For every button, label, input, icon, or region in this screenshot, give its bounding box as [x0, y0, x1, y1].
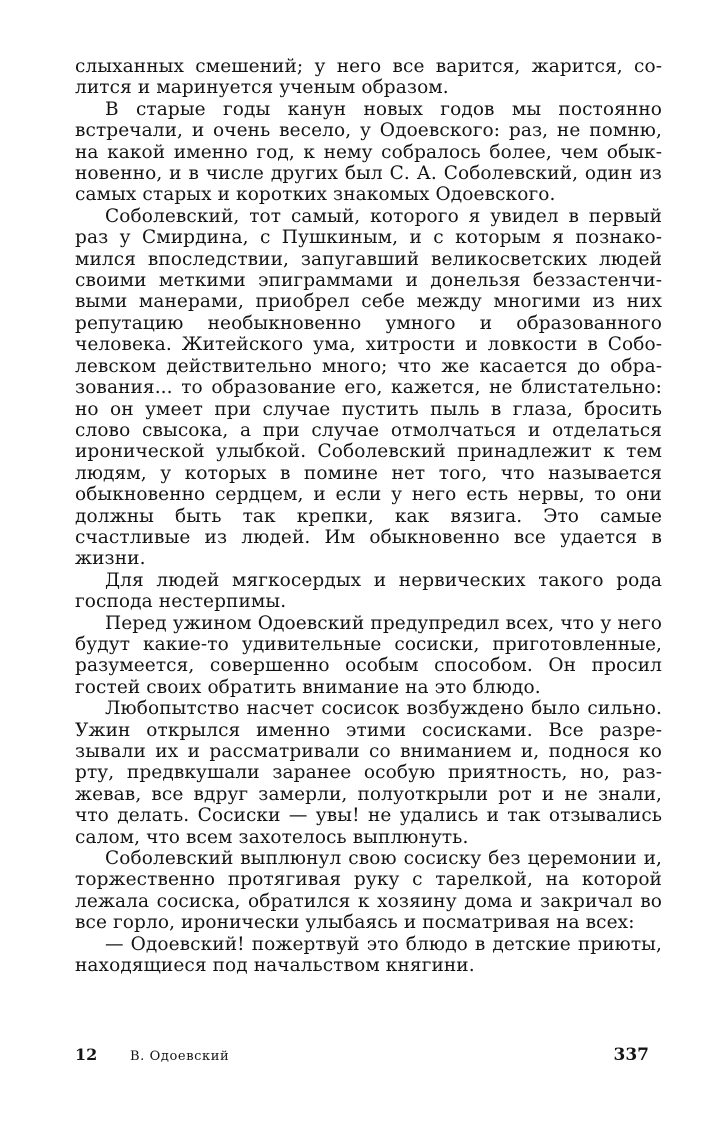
paragraph-2: В старые годы канун новых годов мы постоянно встречали, и очень весело, у Одоевского: раз, не помню, на какой именно год, к нему собралось более, чем обыкновенно, и в числе других был С. А. Соболевский, один из самых старых и коротких знакомых Одоевского. [75, 98, 662, 206]
signature-mark: 12 [75, 1045, 98, 1064]
paragraph-3: Соболевский, тот самый, которого я увидел в первый раз у Смирдина, с Пушкиным, и с которым я познакомился впоследствии, запугавший великосветских людей своими меткими эпиграммами и донельзя беззастенчивыми манерами, приобрел себе между многими из них репутацию необыкновенно умного и образованного человека. Житейского ума, хитрости и ловкости в Соболевском действительно много; что же касается до образования... то образование его, кажется, не блистательно: но он умеет при случае пустить пыль в глаза, бросить слово свысока, а при случае отмолчаться и отделаться иронической улыбкой. Соболевский принадлежит к тем людям, у которых в помине нет того, что называется обыкновенно сердцем, и если у него есть нервы, то они должны быть так крепки, как вязига. Это самые счастливые из людей. Им обыкновенно все удается в жизни. [75, 205, 662, 570]
running-author: В. Одоевский [130, 1049, 230, 1064]
paragraph-6: Любопытство насчет сосисок возбуждено было сильно. Ужин открылся именно этими сосисками. Все разрезывали их и рассматривали со вниманием и, поднося ко рту, предвкушали заранее особую приятность, но, разжевав, все вдруг замерли, полуоткрыли рот и не знали, что делать. Сосиски — увы! не удались и так отзывались салом, что всем захотелось выплюнуть. [75, 698, 662, 848]
paragraph-1: слыханных смешений; у него все варится, жарится, солится и маринуется ученым образом. [75, 56, 662, 99]
page-footer [75, 1045, 649, 1065]
paragraph-4: Для людей мягкосердых и нервических такого рода господа нестерпимы. [75, 569, 662, 613]
body-text [75, 56, 662, 976]
paragraph-7: Соболевский выплюнул свою сосиску без церемонии и, торжественно протягивая руку с тарелкой, на которой лежала сосиска, обратился к хозяину дома и закричал во все горло, иронически улыбаясь и посматривая на всех: [75, 848, 662, 934]
page-number: 337 [613, 1045, 649, 1065]
paragraph-8: — Одоевский! пожертвуй это блюдо в детские приюты, находящиеся под начальством княгини. [75, 933, 662, 977]
paragraph-5: Перед ужином Одоевский предупредил всех, что у него будут какие-то удивительные сосиски, приготовленные, разумеется, совершенно особым способом. Он просил гостей своих обратить внимание на это блюдо. [75, 612, 662, 698]
